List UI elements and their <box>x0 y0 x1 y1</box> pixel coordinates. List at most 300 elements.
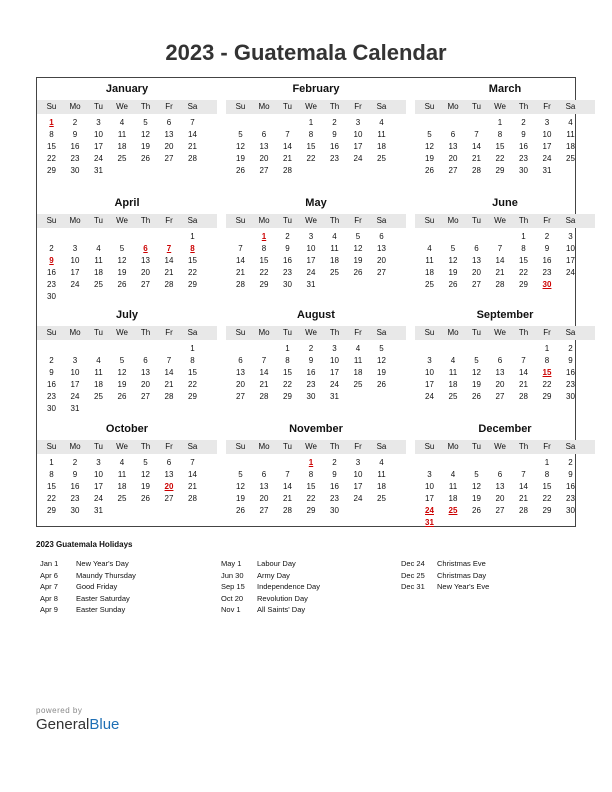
weekday-label: Mo <box>447 442 459 451</box>
month-name: February <box>292 83 340 95</box>
calendar-day: 26 <box>425 166 434 175</box>
month-september <box>415 304 595 416</box>
calendar-day: 31 <box>94 166 103 175</box>
calendar-day: 10 <box>70 368 80 377</box>
calendar-day: 24 <box>70 280 80 289</box>
weekday-label: Tu <box>93 216 104 225</box>
month-name: January <box>105 83 149 95</box>
calendar-day: 18 <box>377 482 386 491</box>
calendar-day: 21 <box>283 154 292 163</box>
weekday-label: Tu <box>93 328 104 337</box>
calendar-day: 12 <box>425 142 434 151</box>
month-name: November <box>289 423 343 435</box>
calendar-day: 29 <box>47 166 56 175</box>
weekday-label: Mo <box>258 102 270 111</box>
calendar-day: 30 <box>566 392 575 401</box>
weekday-label: Su <box>46 216 57 225</box>
calendar-day: 1 <box>497 118 503 127</box>
calendar-day: 12 <box>377 356 386 365</box>
calendar-day: 4 <box>96 356 101 365</box>
calendar-day: 9 <box>72 470 78 479</box>
holiday-name: Independence Day <box>257 582 320 591</box>
weekday-label: Mo <box>258 328 270 337</box>
calendar-day: 24 <box>542 154 552 163</box>
calendar-day: 22 <box>495 154 505 163</box>
calendar-day: 5 <box>119 244 125 253</box>
calendar-day: 4 <box>96 244 101 253</box>
calendar-day: 8 <box>497 130 503 139</box>
calendar-day: 22 <box>188 380 197 389</box>
calendar-day: 26 <box>353 268 363 277</box>
calendar-day: 23 <box>47 280 56 289</box>
calendar-day: 6 <box>497 470 503 479</box>
calendar-day: 30 <box>47 292 56 301</box>
calendar-day: 6 <box>497 356 503 365</box>
calendar-day: 11 <box>448 482 458 491</box>
calendar-day: 16 <box>330 482 339 491</box>
holiday-name: Labour Day <box>257 559 296 568</box>
calendar-day: 9 <box>332 470 337 479</box>
holiday-date: Sep 15 <box>221 582 245 591</box>
calendar-day: 15 <box>519 256 528 265</box>
calendar-day: 13 <box>472 256 481 265</box>
calendar-day: 11 <box>94 368 103 377</box>
holiday-name: Easter Sunday <box>76 605 126 614</box>
weekday-label: Sa <box>187 216 198 225</box>
calendar-day: 23 <box>330 494 339 503</box>
calendar-day: 5 <box>474 470 479 479</box>
weekday-label: Sa <box>376 442 387 451</box>
calendar-day: 1 <box>521 232 526 241</box>
weekday-label: We <box>494 102 506 111</box>
calendar-day: 11 <box>377 130 386 139</box>
holiday-day: 20 <box>164 482 174 491</box>
month-february <box>226 78 406 190</box>
weekday-label: Mo <box>69 328 81 337</box>
weekday-label: Th <box>140 442 151 451</box>
calendar-day: 14 <box>259 368 269 377</box>
holiday-date: Apr 8 <box>40 593 58 603</box>
calendar-day: 29 <box>542 392 552 401</box>
calendar-day: 19 <box>448 268 458 277</box>
calendar-day: 15 <box>306 482 316 491</box>
month-name: March <box>488 83 522 95</box>
calendar-day: 27 <box>495 392 505 401</box>
calendar-day: 26 <box>141 494 150 503</box>
weekday-label: Th <box>329 442 340 451</box>
weekday-label: We <box>305 102 317 111</box>
holiday-day: 1 <box>261 232 267 241</box>
calendar-day: 28 <box>259 392 269 401</box>
calendar-day: 26 <box>472 392 481 401</box>
calendar-day: 8 <box>544 470 550 479</box>
calendar-day: 4 <box>379 458 384 467</box>
calendar-day: 3 <box>72 356 78 365</box>
weekday-label: Fr <box>543 442 551 451</box>
calendar-day: 3 <box>355 458 361 467</box>
calendar-day: 1 <box>190 232 195 241</box>
calendar-day: 12 <box>117 256 127 265</box>
holiday-name: Easter Saturday <box>76 593 130 603</box>
calendar-day: 23 <box>70 154 80 163</box>
calendar-day: 27 <box>472 280 481 289</box>
calendar-day: 12 <box>236 142 245 151</box>
calendar-day: 13 <box>377 244 386 253</box>
calendar-day: 19 <box>141 142 150 151</box>
holiday-name: New Year's Day <box>76 559 129 568</box>
weekday-label: Fr <box>354 216 362 225</box>
calendar-day: 19 <box>353 256 363 265</box>
calendar-day: 20 <box>259 154 269 163</box>
weekday-label: Mo <box>69 216 81 225</box>
calendar-day: 6 <box>474 244 479 253</box>
weekday-label: Th <box>329 328 340 337</box>
calendar-day: 27 <box>164 154 174 163</box>
calendar-day: 24 <box>330 380 339 389</box>
calendar-day: 4 <box>355 344 361 353</box>
calendar-day: 1 <box>190 344 195 353</box>
calendar-day: 2 <box>332 458 337 467</box>
calendar-day: 20 <box>448 154 458 163</box>
weekday-label: Fr <box>543 216 551 225</box>
weekday-label: Sa <box>565 328 576 337</box>
weekday-label: Su <box>46 442 57 451</box>
calendar-day: 19 <box>472 380 481 389</box>
calendar-day: 6 <box>166 118 172 127</box>
calendar-day: 26 <box>236 506 245 515</box>
calendar-day: 6 <box>450 130 456 139</box>
calendar-day: 23 <box>330 154 339 163</box>
calendar-day: 2 <box>72 458 78 467</box>
calendar-day: 18 <box>448 494 458 503</box>
calendar-day: 2 <box>521 118 526 127</box>
calendar-day: 23 <box>519 154 528 163</box>
calendar-day: 27 <box>259 506 269 515</box>
weekday-label: Fr <box>543 102 551 111</box>
calendar-day: 12 <box>353 244 363 253</box>
calendar-grid <box>36 77 576 527</box>
calendar-day: 23 <box>566 494 575 503</box>
calendar-day: 20 <box>141 268 150 277</box>
calendar-day: 23 <box>283 268 292 277</box>
calendar-day: 9 <box>285 244 290 253</box>
holiday-name: New Year's Eve <box>437 582 490 591</box>
month-may <box>226 192 406 304</box>
calendar-day: 2 <box>49 244 54 253</box>
calendar-day: 26 <box>117 280 127 289</box>
calendar-day: 28 <box>283 506 292 515</box>
month-name: May <box>305 197 327 209</box>
calendar-day: 5 <box>143 118 148 127</box>
calendar-day: 21 <box>236 268 245 277</box>
weekday-label: We <box>494 328 506 337</box>
calendar-day: 20 <box>259 494 269 503</box>
calendar-day: 5 <box>474 356 479 365</box>
holiday-name: Good Friday <box>76 582 118 591</box>
calendar-day: 11 <box>425 256 434 265</box>
holiday-date: Apr 6 <box>40 570 58 580</box>
calendar-day: 29 <box>259 280 269 289</box>
calendar-day: 27 <box>236 392 245 401</box>
calendar-day: 9 <box>308 356 314 365</box>
month-november <box>226 418 406 530</box>
calendar-day: 8 <box>308 470 314 479</box>
weekday-label: Th <box>518 102 529 111</box>
calendar-day: 15 <box>495 142 505 151</box>
calendar-day: 19 <box>236 494 245 503</box>
calendar-day: 21 <box>164 268 174 277</box>
weekday-header <box>415 214 595 228</box>
calendar-day: 6 <box>261 470 267 479</box>
calendar-day: 22 <box>188 268 197 277</box>
calendar-day: 22 <box>542 380 552 389</box>
calendar-day: 9 <box>568 356 573 365</box>
holiday-item <box>221 582 320 594</box>
calendar-day: 13 <box>164 470 174 479</box>
weekday-label: We <box>116 102 128 111</box>
calendar-day: 16 <box>519 142 528 151</box>
weekday-header <box>415 440 595 454</box>
calendar-day: 13 <box>495 368 505 377</box>
calendar-day: 7 <box>285 130 290 139</box>
holiday-date: Apr 9 <box>40 605 58 614</box>
weekday-label: Fr <box>354 102 362 111</box>
weekday-label: Mo <box>258 216 270 225</box>
calendar-day: 6 <box>166 458 172 467</box>
calendar-day: 12 <box>141 470 150 479</box>
calendar-day: 3 <box>427 356 432 365</box>
calendar-day: 30 <box>306 392 316 401</box>
holiday-column <box>401 559 489 594</box>
holiday-date: May 1 <box>221 559 242 568</box>
holiday-date: Nov 1 <box>221 605 241 614</box>
weekday-label: Sa <box>187 442 198 451</box>
calendar-day: 3 <box>332 344 337 353</box>
calendar-day: 14 <box>188 130 197 139</box>
weekday-header <box>37 100 217 114</box>
holidays-title: 2023 Guatemala Holidays <box>36 540 133 549</box>
calendar-day: 13 <box>495 482 505 491</box>
calendar-day: 31 <box>94 506 103 515</box>
holiday-item <box>401 559 489 571</box>
calendar-day: 30 <box>70 506 80 515</box>
calendar-day: 25 <box>566 154 575 163</box>
calendar-day: 4 <box>450 356 456 365</box>
calendar-day: 14 <box>236 256 245 265</box>
weekday-label: Tu <box>93 442 104 451</box>
calendar-day: 12 <box>236 482 245 491</box>
calendar-day: 25 <box>353 380 363 389</box>
holiday-item <box>401 571 489 583</box>
weekday-label: Su <box>424 102 435 111</box>
calendar-day: 23 <box>566 380 575 389</box>
calendar-day: 8 <box>49 470 54 479</box>
calendar-day: 24 <box>94 494 103 503</box>
calendar-day: 19 <box>141 482 150 491</box>
calendar-day: 20 <box>141 380 150 389</box>
weekday-label: Tu <box>282 442 293 451</box>
weekday-header <box>415 100 595 114</box>
calendar-day: 14 <box>164 368 174 377</box>
holiday-day: 1 <box>49 118 54 127</box>
calendar-day: 20 <box>495 494 505 503</box>
calendar-day: 11 <box>566 130 575 139</box>
weekday-label: Th <box>329 216 340 225</box>
weekday-header <box>226 440 406 454</box>
month-august <box>226 304 406 416</box>
calendar-day: 21 <box>519 380 528 389</box>
weekday-label: Th <box>140 328 151 337</box>
calendar-day: 14 <box>495 256 505 265</box>
calendar-day: 11 <box>330 244 339 253</box>
calendar-day: 28 <box>519 506 528 515</box>
holiday-day: 25 <box>448 506 458 515</box>
calendar-day: 14 <box>519 482 528 491</box>
holiday-name: Christmas Eve <box>437 559 486 568</box>
weekday-label: Su <box>424 328 435 337</box>
calendar-day: 8 <box>49 130 54 139</box>
calendar-day: 24 <box>353 494 363 503</box>
weekday-label: Fr <box>165 328 173 337</box>
calendar-day: 11 <box>94 256 103 265</box>
calendar-day: 9 <box>544 244 550 253</box>
holiday-date: Jun 30 <box>221 570 244 580</box>
calendar-day: 10 <box>306 244 316 253</box>
calendar-day: 16 <box>566 368 575 377</box>
calendar-day: 22 <box>519 268 528 277</box>
calendar-day: 4 <box>119 458 125 467</box>
calendar-day: 17 <box>566 256 575 265</box>
holiday-column <box>221 559 320 617</box>
holiday-day: 15 <box>542 368 552 377</box>
calendar-day: 7 <box>285 470 290 479</box>
calendar-day: 8 <box>285 356 290 365</box>
calendar-day: 17 <box>94 482 103 491</box>
logo-general: General <box>36 716 90 733</box>
calendar-day: 10 <box>330 356 339 365</box>
calendar-day: 22 <box>47 494 56 503</box>
weekday-label: Th <box>329 102 340 111</box>
holiday-day: 6 <box>143 244 148 253</box>
holiday-column <box>40 559 136 617</box>
calendar-day: 10 <box>353 130 363 139</box>
weekday-label: We <box>494 216 506 225</box>
calendar-day: 22 <box>47 154 56 163</box>
calendar-day: 18 <box>94 380 103 389</box>
calendar-day: 28 <box>283 166 292 175</box>
calendar-day: 10 <box>425 482 434 491</box>
calendar-day: 2 <box>568 344 573 353</box>
calendar-day: 5 <box>119 356 125 365</box>
holiday-name: Christmas Day <box>437 570 487 580</box>
calendar-day: 13 <box>259 482 269 491</box>
weekday-label: Sa <box>376 328 387 337</box>
weekday-label: Mo <box>258 442 270 451</box>
calendar-day: 18 <box>94 268 103 277</box>
weekday-header <box>226 214 406 228</box>
calendar-day: 6 <box>379 232 384 241</box>
calendar-day: 31 <box>70 404 80 413</box>
calendar-day: 26 <box>472 506 481 515</box>
weekday-label: Th <box>140 216 151 225</box>
calendar-day: 26 <box>377 380 386 389</box>
calendar-day: 24 <box>353 154 363 163</box>
weekday-header <box>37 440 217 454</box>
calendar-day: 17 <box>425 494 434 503</box>
holiday-item <box>40 571 136 583</box>
weekday-header <box>37 326 217 340</box>
holiday-date: Dec 24 <box>401 559 425 568</box>
calendar-day: 2 <box>49 356 54 365</box>
weekday-label: Tu <box>93 102 104 111</box>
calendar-day: 3 <box>544 118 550 127</box>
calendar-day: 22 <box>306 494 316 503</box>
calendar-day: 29 <box>495 166 505 175</box>
holiday-date: Dec 31 <box>401 582 425 591</box>
calendar-day: 12 <box>472 482 481 491</box>
calendar-day: 27 <box>141 280 150 289</box>
calendar-day: 17 <box>353 142 363 151</box>
month-name: August <box>297 309 335 321</box>
calendar-day: 15 <box>542 482 552 491</box>
calendar-day: 28 <box>495 280 505 289</box>
calendar-day: 17 <box>425 380 434 389</box>
calendar-day: 22 <box>259 268 269 277</box>
calendar-day: 25 <box>117 154 127 163</box>
calendar-day: 14 <box>188 470 197 479</box>
weekday-label: Th <box>518 442 529 451</box>
weekday-label: We <box>116 328 128 337</box>
calendar-day: 22 <box>542 494 552 503</box>
weekday-label: Mo <box>447 216 459 225</box>
calendar-day: 14 <box>164 256 174 265</box>
calendar-day: 20 <box>495 380 505 389</box>
month-december <box>415 418 595 530</box>
holiday-item <box>221 559 320 571</box>
calendar-day: 21 <box>283 494 292 503</box>
calendar-day: 29 <box>47 506 56 515</box>
holiday-item <box>40 594 136 606</box>
calendar-day: 29 <box>283 392 292 401</box>
calendar-day: 11 <box>377 470 386 479</box>
holiday-date: Jan 1 <box>40 559 59 568</box>
month-october <box>37 418 217 530</box>
month-april <box>37 192 217 304</box>
weekday-header <box>415 326 595 340</box>
calendar-day: 1 <box>544 458 550 467</box>
month-name: July <box>115 309 138 321</box>
calendar-day: 19 <box>117 380 127 389</box>
weekday-label: Sa <box>565 102 576 111</box>
calendar-day: 30 <box>519 166 528 175</box>
holiday-item <box>40 559 136 571</box>
weekday-label: Mo <box>447 328 459 337</box>
calendar-day: 29 <box>188 392 197 401</box>
calendar-day: 24 <box>566 268 575 277</box>
weekday-label: Sa <box>187 102 198 111</box>
calendar-day: 23 <box>542 268 552 277</box>
calendar-day: 11 <box>353 356 363 365</box>
holiday-day: 30 <box>542 280 552 289</box>
calendar-day: 15 <box>47 482 56 491</box>
calendar-day: 21 <box>188 142 197 151</box>
calendar-day: 17 <box>70 268 80 277</box>
weekday-label: Su <box>235 328 246 337</box>
calendar-day: 28 <box>164 280 174 289</box>
calendar-day: 23 <box>47 392 56 401</box>
calendar-day: 15 <box>306 142 316 151</box>
weekday-label: Su <box>235 102 246 111</box>
